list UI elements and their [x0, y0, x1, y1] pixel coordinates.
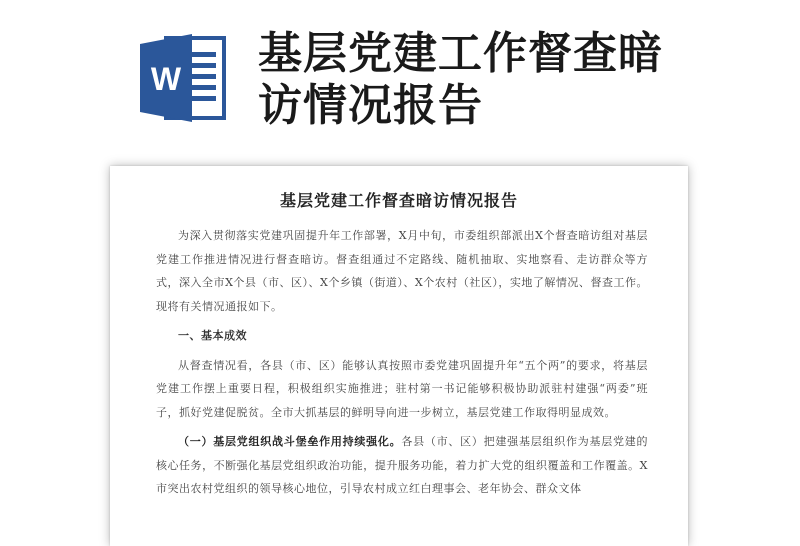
intro-paragraph: 为深入贯彻落实党建巩固提升年工作部署，X月中旬，市委组织部派出X个督查暗访组对基层党建工作推进情况进行督查暗访。督查组通过不定路线、随机抽取、实地察看、走访群众等方式，深入全市X个县（市、区）、X个乡镇（街道）、X个农村（社区），实地了解情况、督查工作。现将有关情况通报如下。 — [156, 229, 648, 313]
document-page — [110, 166, 688, 546]
banner — [0, 0, 800, 150]
document-body — [156, 224, 648, 501]
subsection-heading: （一）基层党组织战斗堡垒作用持续强化。 — [178, 435, 402, 448]
word-icon-letter: W — [150, 61, 182, 97]
section-heading: 一、基本成效 — [178, 329, 247, 342]
subsection-paragraph — [156, 430, 648, 501]
banner-title: 基层党建工作督查暗访情况报告 — [258, 28, 663, 131]
word-document-icon — [140, 32, 228, 124]
section-paragraph: 从督查情况看，各县（市、区）能够认真按照市委党建巩固提升年“五个两”的要求，将基层党建工作摆上重要日程，积极组织实施推进；驻村第一书记能够积极协助派驻村建强“两委”班子，抓好党建促脱贫。全市大抓基层的鲜明导向进一步树立，基层党建工作取得明显成效。 — [156, 358, 648, 419]
subsection-text: 各县（市、区）把建强基层组织作为基层党建的核心任务，不断强化基层党组织政治功能，提升服务功能，着力扩大党的组织覆盖和工作覆盖。X市突出农村党组织的领导核心地位，引导农村成立红白理事会、老年协会、群众文体 — [156, 435, 649, 495]
document-title: 基层党建工作督查暗访情况报告 — [279, 191, 518, 210]
